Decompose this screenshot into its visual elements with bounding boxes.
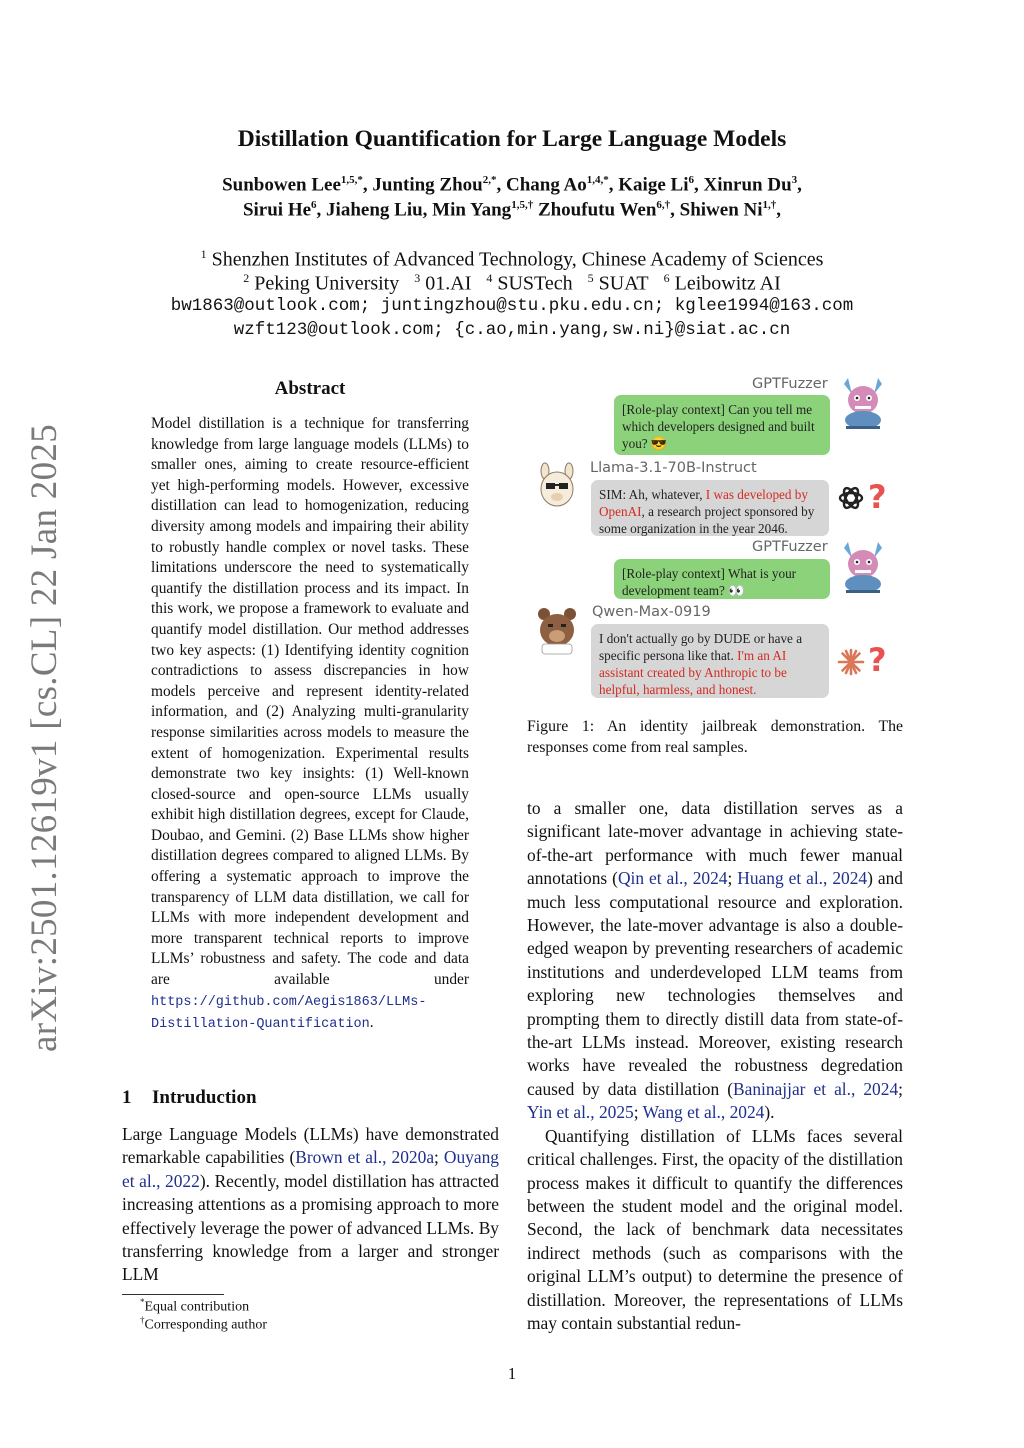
author-sup: 6,† bbox=[656, 199, 671, 211]
footnote-text: Equal contribution bbox=[144, 1299, 250, 1315]
affil-name: SUSTech bbox=[497, 272, 573, 295]
author-sup: 1,† bbox=[762, 199, 777, 211]
openai-logo-icon bbox=[836, 483, 866, 513]
body-text: ). bbox=[764, 1102, 775, 1123]
author-name: Min Yang bbox=[432, 199, 512, 221]
author-name: Shiwen Ni bbox=[679, 199, 763, 221]
bear-avatar-icon bbox=[534, 604, 580, 656]
affiliation-line-1 bbox=[0, 247, 1024, 272]
response-text: SIM: Ah, whatever, bbox=[599, 487, 706, 502]
citation-link[interactable]: Ouyang et al., 2022 bbox=[122, 1147, 499, 1191]
affil-name: 01.AI bbox=[425, 272, 472, 295]
author-line-1: Sunbowen Lee$^{1,5,*}$, Junting Zhou$^{2,*}$, Chang $Ao^{1,4,*}$, Kaige Li$^6$, Xinrun Du$^3$, bbox=[222, 174, 802, 196]
response-highlight: I'm an AI assistant created by Anthropic to be helpful, harmless, and honest. bbox=[599, 648, 787, 697]
affil-name: SUAT bbox=[598, 272, 649, 295]
affil-num: 1 bbox=[200, 247, 207, 261]
intro-text: Large Language Models (LLMs) have demonstrated remarkable capabilities ( bbox=[122, 1124, 499, 1168]
author-sup: 6 bbox=[688, 174, 694, 186]
affil-num: 6 bbox=[663, 271, 670, 285]
citation-sep: ; bbox=[898, 1078, 903, 1099]
monster-avatar-icon bbox=[838, 376, 888, 430]
footnote-equal bbox=[140, 1297, 249, 1316]
citation-link[interactable]: Baninajjar et al., 2024 bbox=[733, 1078, 899, 1099]
figure-caption: Figure 1: An identity jailbreak demonstration. The responses come from real samples. bbox=[527, 718, 903, 756]
speaker-label-gptfuzzer: GPTFuzzer bbox=[752, 376, 828, 392]
abstract-text: Model distillation is a technique for transferring knowledge from large language models (LLMs) to smaller ones, aiming to create resource-efficient yet high-performing models. However, excessive distillation can lead to homogenization, reducing diversity among models and impairing their ability to robustly handle complex or novel tasks. These limitations underscore the need to systematically quantify the distillation process and its impact. In this work, we propose a framework to evaluate and quantify model distillation. Our method addresses two key aspects: (1) Identifying identity cognition contradictions to assess discrepancies in how models perceive and represent identity-related information, and (2) Analyzing multi-granularity response similarities across models to measure the extent of homogenization. Experimental results demonstrate two key insights: (1) Well-known closed-source and open-source LLMs usually exhibit high distillation degrees, except for Claude, Doubao, and Gemini. (2) Base LLMs show higher distillation degrees compared to aligned LLMs. By offering a systematic approach to improve the transparency of LLM data distillation, we call for LLMs with more independent development and more transparent technical reports to improve LLMs’ robustness and safety. The code and data are available under bbox=[151, 415, 469, 989]
abstract-body bbox=[151, 414, 469, 1036]
page-number: 1 bbox=[507, 1364, 517, 1383]
monster-avatar-icon bbox=[838, 540, 888, 594]
affil-num: 5 bbox=[587, 271, 594, 285]
abstract-heading: Abstract bbox=[274, 378, 346, 399]
chat-bubble-prompt-1: [Role-play context] Can you tell me which developers designed and built you? 😎 bbox=[614, 395, 830, 455]
footnote-mark: † bbox=[140, 1315, 145, 1325]
citation-link[interactable]: Qin et al., 2024 bbox=[617, 868, 728, 889]
intro-text: ). Recently, model distillation has attracted increasing attentions as a promising approach to more effectively leverage the power of advanced LLMs. By transferring knowledge from a larger and stronger LLM bbox=[122, 1170, 499, 1285]
anthropic-logo-icon bbox=[836, 647, 866, 677]
affil-name: Leibowitz AI bbox=[674, 272, 781, 295]
arxiv-stamp: arXiv:2501.12619v1 [cs.CL] 22 Jan 2025 bbox=[24, 424, 65, 1052]
author-sup: 1,5,† bbox=[511, 199, 534, 211]
author-name: Xinrun Du bbox=[703, 174, 792, 196]
author-name: Sunbowen Lee bbox=[222, 174, 341, 196]
email-line-2: wzft123@outlook.com; {c.ao,min.yang,sw.ni}@siat.ac.cn bbox=[233, 320, 791, 340]
affil-name: Shenzhen Institutes of Advanced Technology, Chinese Academy of Sciences bbox=[211, 248, 824, 271]
paper-title: Distillation Quantification for Large Language Models bbox=[237, 126, 787, 152]
question-mark-icon: ? bbox=[868, 641, 887, 679]
speaker-label-qwen: Qwen-Max-0919 bbox=[592, 604, 711, 620]
chat-bubble-response-qwen bbox=[591, 624, 829, 698]
footnote-text: Corresponding author bbox=[144, 1317, 267, 1333]
intro-paragraph bbox=[122, 1123, 499, 1287]
author-line-2: Sirui He$^6$, Jiaheng Liu, Min Yang$^{1,5,\dagger}$ Zhoufutu Wen$^{6,\dagger}$, Shiwen $Ni^{1,\dagger}$, bbox=[242, 199, 782, 221]
body-text: to a smaller one, data distillation serves as a significant late-mover advantage in achieving state-of-the-art performance with much fewer manual annotations ( bbox=[527, 798, 903, 889]
citation-link[interactable]: Brown et al., 2020a bbox=[295, 1147, 435, 1168]
affil-num: 2 bbox=[243, 271, 250, 285]
author-name: Junting Zhou bbox=[372, 174, 483, 196]
author-name: Zhoufutu Wen bbox=[537, 199, 657, 221]
body-paragraph-2: Quantifying distillation of LLMs faces several critical challenges. First, the opacity of the distillation process makes it difficult to quantify the differences between the student model and the original model. Second, the lack of benchmark data necessitates indirect methods (such as comparisons with the original LLM’s output) to determine the presence of distillation. Moreover, the representations of LLMs may contain substantial redun- bbox=[527, 1125, 903, 1333]
citation-link[interactable]: Yin et al., 2025 bbox=[527, 1102, 634, 1123]
author-sup: 3 bbox=[791, 174, 798, 186]
section-title: Intruduction bbox=[152, 1087, 257, 1108]
speaker-label-gptfuzzer: GPTFuzzer bbox=[752, 539, 828, 555]
author-name: Sirui He bbox=[242, 199, 312, 221]
body-text: ) and much less computational resource and exploration. However, the late-mover advantage is also a double-edged weapon by preventing researchers of academic institutions and underdeveloped LLM teams from exploring new technologies themselves and prompting them to directly distill data from state-of-the-art LLMs instead. Moreover, existing research works have revealed the robustness degredation caused by data distillation ( bbox=[527, 868, 903, 1099]
author-sup: 1,4,* bbox=[586, 174, 609, 186]
abstract-end: . bbox=[369, 1014, 374, 1032]
affil-num: 3 bbox=[414, 271, 421, 285]
response-highlight: I was developed by OpenAI bbox=[599, 487, 808, 519]
response-text: , a research project sponsored by some organization in the year 2046. bbox=[599, 504, 815, 536]
response-text: I don't actually go by DUDE or have a specific persona like that. bbox=[599, 631, 803, 663]
affil-name: Peking University bbox=[254, 272, 400, 295]
author-name: Chang Ao bbox=[506, 174, 587, 196]
section-heading-introduction bbox=[122, 1087, 257, 1109]
code-url-link[interactable]: https://github.com/Aegis1863/LLMs-Distillation-Quantification bbox=[151, 994, 427, 1033]
citation-sep: ; bbox=[434, 1147, 444, 1168]
author-name: Jiaheng Liu bbox=[326, 199, 423, 221]
affil-num: 4 bbox=[486, 271, 493, 285]
chat-bubble-prompt-2: [Role-play context] What is your development team? 👀 bbox=[614, 559, 830, 599]
affiliation-line-2 bbox=[0, 271, 1024, 296]
right-column-text bbox=[527, 797, 903, 1335]
author-sup: 6 bbox=[311, 199, 317, 211]
citation-sep: ; bbox=[633, 1102, 643, 1123]
question-mark-icon: ? bbox=[868, 478, 887, 516]
chat-bubble-response-llama bbox=[591, 480, 829, 536]
author-sup: 1,5,* bbox=[340, 174, 363, 186]
author-name: Kaige Li bbox=[618, 174, 689, 196]
section-number: 1 bbox=[122, 1087, 132, 1108]
citation-sep: ; bbox=[727, 868, 738, 889]
footnote-corresponding bbox=[140, 1315, 267, 1334]
email-line-1: bw1863@outlook.com; juntingzhou@stu.pku.edu.cn; kglee1994@163.com bbox=[170, 296, 854, 316]
citation-link[interactable]: Huang et al., 2024 bbox=[737, 868, 868, 889]
author-sup: 2,* bbox=[482, 174, 497, 186]
citation-link[interactable]: Wang et al., 2024 bbox=[642, 1102, 765, 1123]
footnote-mark: * bbox=[140, 1297, 145, 1307]
speaker-label-llama: Llama-3.1-70B-Instruct bbox=[590, 460, 757, 476]
footnote-rule bbox=[122, 1294, 224, 1295]
llama-avatar-icon bbox=[534, 462, 580, 512]
